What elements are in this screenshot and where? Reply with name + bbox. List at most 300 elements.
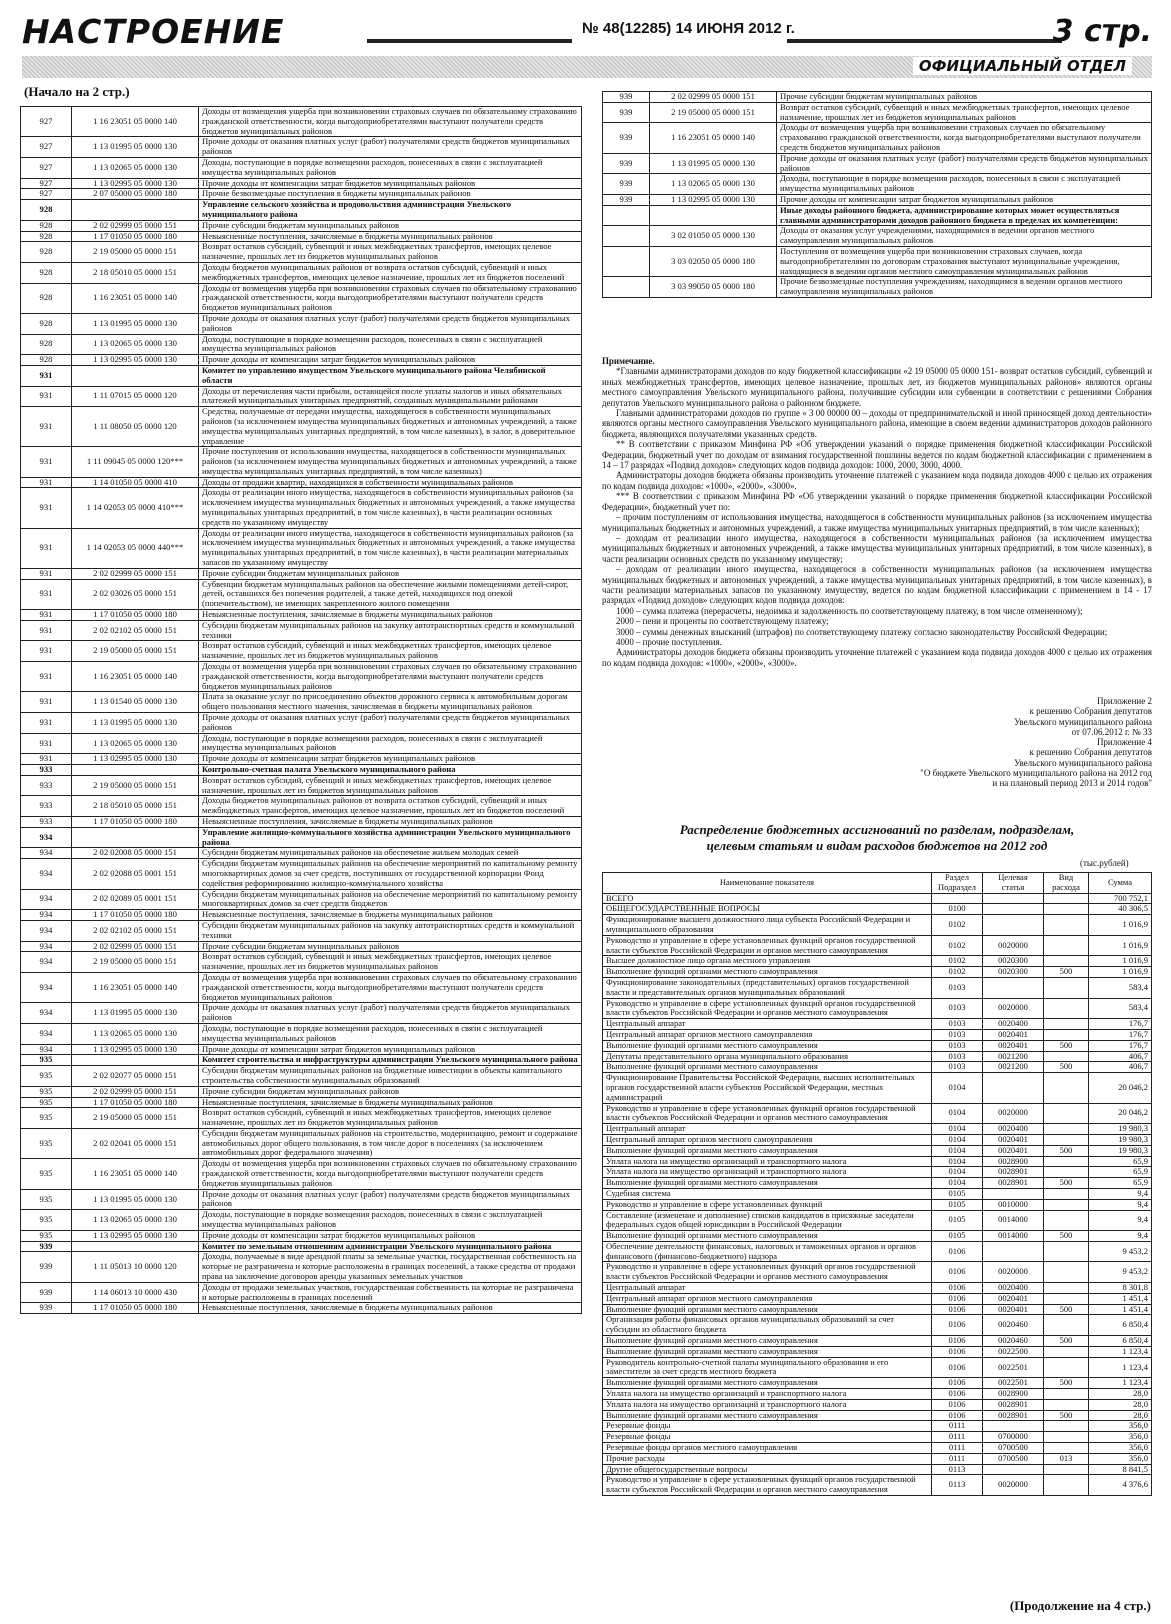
note-paragraph: 3000 – суммы денежных взысканий (штрафов) по соответствующему платежу согласно законодательству Российской Федерации;	[616, 626, 1108, 637]
budget-name-cell: Резервные фонды	[603, 1421, 932, 1432]
budget-section-cell: 0111	[932, 1443, 983, 1454]
budget-title-line: целевым статьям и видам расходов бюджетов на 2012 год	[706, 838, 1048, 853]
budget-section-cell: 0106	[932, 1399, 983, 1410]
table-row	[21, 262, 582, 283]
budget-row	[603, 1336, 1152, 1347]
table-row	[21, 579, 582, 609]
budget-sum-cell: 1 123,4	[1089, 1346, 1152, 1357]
table-row	[21, 620, 582, 641]
revenue-name-cell: Невыясненные поступления, зачисляемые в бюджеты муниципальных районов	[199, 910, 582, 921]
table-row	[603, 92, 1152, 103]
budget-article-cell: 0020300	[983, 956, 1044, 967]
admin-code-cell: 939	[603, 123, 650, 153]
budget-code-cell	[72, 765, 199, 776]
budget-section-cell: 0104	[932, 1145, 983, 1156]
budget-article-cell	[983, 915, 1044, 936]
admin-code-cell: 939	[21, 1252, 72, 1282]
admin-code-cell: 931	[21, 447, 72, 477]
table-row	[603, 123, 1152, 153]
budget-article-cell	[983, 1073, 1044, 1103]
budget-article-cell: 0020401	[983, 1145, 1044, 1156]
revenue-name-cell: Доходы, поступающие в порядке возмещения расходов, понесенных в связи с эксплуатацией имущества муниципальных районов	[199, 157, 582, 178]
appendix-line: к решению Собрания депутатов	[1029, 747, 1152, 758]
section-title: ОФИЦИАЛЬНЫЙ ОТДЕЛ	[913, 57, 1132, 75]
budget-article-cell: 0020401	[983, 1293, 1044, 1304]
revenue-name-cell: Прочие доходы от компенсации затрат бюджетов муниципальных районов	[199, 754, 582, 765]
budget-sum-cell: 356,0	[1089, 1421, 1152, 1432]
table-row	[21, 610, 582, 621]
table-row	[603, 194, 1152, 205]
budget-article-cell: 0028901	[983, 1178, 1044, 1189]
header-name: Наименование показателя	[603, 873, 932, 894]
admin-code-cell: 934	[21, 972, 72, 1002]
revenue-name-cell: Плата за оказание услуг по присоединению объектов дорожного сервиса к автомобильным дорогам общего пользования местного значения, зачисляемая в бюджеты муниципальных районов	[199, 692, 582, 713]
revenue-name-cell: Субсидии бюджетам муниципальных районов на обеспечение жильем молодых семей	[199, 848, 582, 859]
revenue-name-cell: Доходы, поступающие в порядке возмещения расходов, понесенных в связи с эксплуатацией имущества муниципальных районов	[199, 1210, 582, 1231]
budget-row	[603, 1283, 1152, 1294]
budget-section-cell: 0104	[932, 1156, 983, 1167]
table-row	[21, 1023, 582, 1044]
budget-type-cell: 500	[1044, 1304, 1089, 1315]
budget-sum-cell: 20 046,2	[1089, 1103, 1152, 1124]
budget-section-cell: 0111	[932, 1432, 983, 1443]
budget-article-cell: 0020401	[983, 1134, 1044, 1145]
revenue-name-cell: Доходы, поступающие в порядке возмещения расходов, понесенных в связи с эксплуатацией имущества муниципальных районов	[199, 1023, 582, 1044]
budget-code-cell: 1 17 01050 05 0000 180	[72, 910, 199, 921]
revenue-name-cell: Невыясненные поступления, зачисляемые в бюджеты муниципальных районов	[199, 231, 582, 242]
budget-name-cell: Прочие расходы	[603, 1453, 932, 1464]
budget-row	[603, 1124, 1152, 1135]
budget-section-cell: 0103	[932, 998, 983, 1019]
table-row	[21, 386, 582, 407]
budget-article-cell: 0022500	[983, 1346, 1044, 1357]
budget-code-cell: 1 16 23051 05 0000 140	[72, 662, 199, 692]
admin-code-cell: 939	[603, 102, 650, 123]
table-row	[21, 568, 582, 579]
budget-section-cell: 0103	[932, 977, 983, 998]
budget-code-cell: 1 13 01995 05 0000 130	[72, 313, 199, 334]
table-row	[21, 1282, 582, 1303]
table-row	[21, 952, 582, 973]
budget-row	[603, 1346, 1152, 1357]
admin-code-cell: 933	[21, 765, 72, 776]
budget-code-cell: 1 17 01050 05 0000 180	[72, 610, 199, 621]
table-row	[21, 848, 582, 859]
budget-sum-cell: 20 046,2	[1089, 1073, 1152, 1103]
continued-to: (Продолжение на 4 стр.)	[1009, 1598, 1151, 1613]
budget-section-cell: 0104	[932, 1073, 983, 1103]
revenue-name-cell: Субсидии бюджетам муниципальных районов на закупку автотранспортных средств и коммунальной техники	[199, 920, 582, 941]
admin-code-cell: 934	[21, 889, 72, 910]
revenue-name-cell: Прочие субсидии бюджетам муниципальных районов	[777, 92, 1152, 103]
budget-sum-cell: 19 980,3	[1089, 1124, 1152, 1135]
budget-section-cell: 0102	[932, 967, 983, 978]
table-row	[603, 226, 1152, 247]
budget-row	[603, 1410, 1152, 1421]
revenue-name-cell: Невыясненные поступления, зачисляемые в бюджеты муниципальных районов	[199, 816, 582, 827]
revenue-name-cell: Средства, получаемые от передачи имущества, находящегося в собственности муниципальных районов (за исключением имущества муниципальных бюджетных и автономных учреждений, а также имущества муниципальных унитарных предприятий, в том числе казенных), в залог, в доверительное управление	[199, 407, 582, 447]
budget-row	[603, 1378, 1152, 1389]
revenue-name-cell: Прочие безвозмездные поступления в бюджеты муниципальных районов	[199, 189, 582, 200]
admin-code-cell: 939	[21, 1303, 72, 1314]
budget-article-cell: 0014000	[983, 1231, 1044, 1242]
table-row	[21, 242, 582, 263]
budget-sum-cell: 356,0	[1089, 1453, 1152, 1464]
budget-row	[603, 1304, 1152, 1315]
table-row	[21, 1066, 582, 1087]
issue-line: № 48(12285) 14 ИЮНЯ 2012 г.	[582, 20, 795, 37]
table-row	[21, 889, 582, 910]
budget-code-cell: 2 19 05000 05 0000 151	[72, 1108, 199, 1129]
note-paragraph: Администраторы доходов бюджета обязаны производить уточнение платежей с указанием кода подвида доходов 4000 с целью их отражения по кодам подвида доходов: «1000», «2000», «3000».	[602, 647, 1152, 668]
revenue-name-cell: Прочие субсидии бюджетам муниципальных районов	[199, 568, 582, 579]
appendix-line: Приложение 4	[1096, 737, 1152, 748]
budget-units: (тыс.рублей)	[1080, 858, 1129, 868]
table-row	[21, 189, 582, 200]
admin-code-cell: 931	[21, 620, 72, 641]
budget-code-cell: 2 07 05000 05 0000 180	[72, 189, 199, 200]
budget-type-cell	[1044, 1346, 1089, 1357]
budget-row	[603, 1040, 1152, 1051]
admin-code-cell: 935	[21, 1189, 72, 1210]
budget-row	[603, 1421, 1152, 1432]
budget-sum-cell: 40 306,5	[1089, 904, 1152, 915]
budget-article-cell: 0022501	[983, 1357, 1044, 1378]
appendix-line: Увельского муниципального района	[1014, 757, 1152, 768]
budget-section-cell: 0106	[932, 1410, 983, 1421]
table-row	[21, 662, 582, 692]
appendix-line: Увельского муниципального района	[1014, 716, 1152, 727]
budget-code-cell: 1 13 02065 05 0000 130	[72, 334, 199, 355]
budget-code-cell: 1 17 01050 05 0000 180	[72, 816, 199, 827]
budget-article-cell: 0028901	[983, 1167, 1044, 1178]
note-paragraph: Главными администраторами доходов по группе « 3 00 00000 00 – доходы от предпринимательской и иной приносящей доход деятельности» являются органы местного самоуправления Увельского муниципального района, имеющие в своем ведении администраторов доходов районного бюджета, являющихся получателями указанных средств.	[602, 408, 1152, 439]
budget-code-cell: 1 13 02995 05 0000 130	[72, 754, 199, 765]
admin-code-cell: 934	[21, 941, 72, 952]
budget-code-cell: 1 16 23051 05 0000 140	[72, 107, 199, 137]
budget-row	[603, 1178, 1152, 1189]
header-article: Целевая статья	[983, 873, 1044, 894]
budget-code-cell: 2 02 02088 05 0001 151	[72, 859, 199, 889]
budget-type-cell	[1044, 977, 1089, 998]
admin-code-cell: 928	[21, 334, 72, 355]
table-row	[21, 1230, 582, 1241]
budget-type-cell	[1044, 915, 1089, 936]
budget-article-cell: 0028900	[983, 1389, 1044, 1400]
table-row	[21, 313, 582, 334]
budget-code-cell: 1 14 02053 05 0000 440***	[72, 528, 199, 568]
note-paragraph: 2000 – пени и проценты по соответствующему платежу;	[616, 616, 829, 627]
notes-block	[602, 356, 1152, 668]
admin-code-cell: 935	[21, 1097, 72, 1108]
budget-name-cell: Выполнение функций органами местного самоуправления	[603, 1145, 932, 1156]
budget-name-cell: Центральный аппарат	[603, 1283, 932, 1294]
budget-code-cell	[72, 365, 199, 386]
budget-type-cell	[1044, 1103, 1089, 1124]
budget-sum-cell: 4 376,6	[1089, 1475, 1152, 1496]
budget-row	[603, 1315, 1152, 1336]
budget-code-cell: 2 19 05000 05 0000 151	[72, 641, 199, 662]
budget-sum-cell: 1 016,9	[1089, 967, 1152, 978]
budget-section-cell: 0104	[932, 1178, 983, 1189]
table-row	[603, 246, 1152, 276]
budget-code-cell: 2 02 02999 05 0000 151	[650, 92, 777, 103]
note-paragraph: ** В соответствии с приказом Минфина РФ «Об утверждении указаний о порядке применения бюджетной классификации Российской Федерации, бюджетный учет по доходам от взимания государственной пошлины ведется по кодам бюджетной классификации с применением в 14 – 17 разрядах «Подвид доходов» следующих кодов подвида доходов: 1000, 2000, 3000, 4000.	[602, 439, 1152, 471]
budget-type-cell: 500	[1044, 1040, 1089, 1051]
budget-code-cell: 1 13 02065 05 0000 130	[72, 1023, 199, 1044]
budget-row	[603, 1432, 1152, 1443]
budget-code-cell: 1 16 23051 05 0000 140	[72, 283, 199, 313]
note-paragraph: 4000 – прочие поступления.	[616, 636, 722, 647]
budget-article-cell: 0028900	[983, 1156, 1044, 1167]
budget-section-cell: 0106	[932, 1389, 983, 1400]
budget-sum-cell: 406,7	[1089, 1062, 1152, 1073]
table-row	[21, 447, 582, 477]
budget-name-cell: Составление (изменение и дополнение) списков кандидатов в присяжные заседатели федеральных судов общей юрисдикции в Российской Федерации	[603, 1210, 932, 1231]
budget-type-cell	[1044, 1283, 1089, 1294]
budget-code-cell: 2 02 02102 05 0000 151	[72, 920, 199, 941]
revenue-name-cell: Прочие субсидии бюджетам муниципальных районов	[199, 220, 582, 231]
budget-code-cell: 2 19 05000 05 0000 151	[72, 952, 199, 973]
budget-article-cell	[983, 1188, 1044, 1199]
admin-code-cell: 931	[21, 477, 72, 488]
budget-article-cell: 0020000	[983, 998, 1044, 1019]
budget-type-cell	[1044, 1262, 1089, 1283]
budget-section-cell: 0106	[932, 1283, 983, 1294]
revenue-name-cell: Управление сельского хозяйства и продовольствия администрации Увельского муниципального района	[199, 200, 582, 221]
revenue-name-cell: Прочие доходы от компенсации затрат бюджетов муниципальных районов	[199, 355, 582, 366]
budget-sum-cell: 700 752,1	[1089, 893, 1152, 904]
budget-name-cell: Центральный аппарат органов местного самоуправления	[603, 1029, 932, 1040]
budget-row	[603, 1188, 1152, 1199]
budget-article-cell: 0022501	[983, 1378, 1044, 1389]
table-row	[603, 277, 1152, 298]
budget-type-cell: 500	[1044, 967, 1089, 978]
budget-article-cell: 0010000	[983, 1199, 1044, 1210]
budget-type-cell	[1044, 1124, 1089, 1135]
budget-section-cell: 0104	[932, 1124, 983, 1135]
budget-code-cell: 2 18 05010 05 0000 151	[72, 796, 199, 817]
table-row	[21, 1252, 582, 1282]
admin-code-cell: 928	[21, 220, 72, 231]
budget-name-cell: Руководство и управление в сфере установленных функций	[603, 1199, 932, 1210]
budget-type-cell: 500	[1044, 1231, 1089, 1242]
budget-row	[603, 1145, 1152, 1156]
budget-row	[603, 1199, 1152, 1210]
admin-code-cell: 934	[21, 920, 72, 941]
admin-code-cell	[603, 246, 650, 276]
budget-article-cell: 0021200	[983, 1062, 1044, 1073]
budget-name-cell: ВСЕГО	[603, 893, 932, 904]
budget-code-cell: 2 02 02041 05 0000 151	[72, 1128, 199, 1158]
budget-code-cell: 1 13 02995 05 0000 130	[72, 355, 199, 366]
budget-type-cell: 500	[1044, 1145, 1089, 1156]
budget-section-cell	[932, 893, 983, 904]
budget-code-cell: 1 13 02995 05 0000 130	[72, 178, 199, 189]
revenue-name-cell: Прочие доходы от оказания платных услуг (работ) получателями средств бюджетов муниципальных районов	[199, 1189, 582, 1210]
revenue-name-cell: Комитет по земельным отношениям администрации Увельского муниципального района	[199, 1241, 582, 1252]
revenue-name-cell: Субсидии бюджетам муниципальных районов на обеспечение мероприятий по капитальному ремонту многоквартирных домов за счет средств бюджетов	[199, 889, 582, 910]
budget-code-cell: 3 03 02050 05 0000 180	[650, 246, 777, 276]
table-row	[21, 765, 582, 776]
budget-sum-cell: 406,7	[1089, 1051, 1152, 1062]
budget-name-cell: Высшее должностное лицо органа местного управления	[603, 956, 932, 967]
budget-name-cell: Руководство и управление в сфере установленных функций органов государственной власти субъектов Российской Федерации и органов местного самоуправления	[603, 935, 932, 956]
budget-type-cell	[1044, 1293, 1089, 1304]
budget-code-cell: 1 16 23051 05 0000 140	[72, 1159, 199, 1189]
admin-code-cell: 933	[21, 796, 72, 817]
budget-section-cell: 0106	[932, 1293, 983, 1304]
table-row	[21, 1108, 582, 1129]
budget-code-cell: 1 14 06013 10 0000 430	[72, 1282, 199, 1303]
table-row	[21, 107, 582, 137]
admin-code-cell: 928	[21, 313, 72, 334]
budget-type-cell	[1044, 1315, 1089, 1336]
revenue-name-cell: Возврат остатков субсидий, субвенций и иных межбюджетных трансфертов, имеющих целевое назначение, прошлых лет из бюджетов муниципальных районов	[199, 641, 582, 662]
budget-article-cell: 0028901	[983, 1399, 1044, 1410]
table-row	[21, 692, 582, 713]
revenue-name-cell: Доходы от продажи квартир, находящихся в собственности муниципальных районов	[199, 477, 582, 488]
budget-article-cell: 0020401	[983, 1040, 1044, 1051]
admin-code-cell: 931	[21, 662, 72, 692]
budget-section-cell: 0100	[932, 904, 983, 915]
budget-section-cell: 0103	[932, 1019, 983, 1030]
budget-code-cell: 1 17 01050 05 0000 180	[72, 1303, 199, 1314]
budget-sum-cell: 28,0	[1089, 1399, 1152, 1410]
note-paragraph: *Главными администраторами доходов по коду бюджетной классификации «2 19 05000 05 0000 151- возврат остатков субсидий, субвенций и иных межбюджетных трансфертов, имеющих целевое назначение, прошлых лет, из бюджетов муниципальных районов» являются органы местного самоуправления Увельского муниципального района, получившие субсидии или субвенции в соответствии с решениями Собрания депутатов Увельского муниципального района о районном бюджете.	[602, 366, 1152, 408]
admin-code-cell: 935	[21, 1230, 72, 1241]
budget-sum-cell: 9 453,2	[1089, 1241, 1152, 1262]
budget-sum-cell: 1 016,9	[1089, 956, 1152, 967]
budget-sum-cell: 19 980,3	[1089, 1134, 1152, 1145]
table-row	[21, 713, 582, 734]
budget-sum-cell: 176,7	[1089, 1040, 1152, 1051]
budget-code-cell: 1 13 01995 05 0000 130	[72, 137, 199, 158]
admin-code-cell: 935	[21, 1108, 72, 1129]
revenue-name-cell: Субсидии бюджетам муниципальных районов на строительство, модернизацию, ремонт и содержание автомобильных дорог общего пользования, в том числе дорог в поселениях (за исключением автомобильных дорог федерального значения)	[199, 1128, 582, 1158]
budget-article-cell: 0020000	[983, 1103, 1044, 1124]
budget-type-cell: 500	[1044, 1378, 1089, 1389]
revenue-name-cell: Возврат остатков субсидий, субвенций и иных межбюджетных трансфертов, имеющих целевое назначение, прошлых лет из бюджетов муниципальных районов	[199, 775, 582, 796]
budget-article-cell: 0020460	[983, 1315, 1044, 1336]
revenue-name-cell: Прочие доходы от компенсации затрат бюджетов муниципальных районов	[199, 1230, 582, 1241]
budget-type-cell	[1044, 1389, 1089, 1400]
budget-row	[603, 1019, 1152, 1030]
admin-code-cell: 935	[21, 1066, 72, 1087]
budget-sum-cell: 65,9	[1089, 1178, 1152, 1189]
admin-code-cell: 935	[21, 1210, 72, 1231]
revenue-name-cell: Доходы бюджетов муниципальных районов от возврата остатков субсидий, субвенций и иных межбюджетных трансфертов, имеющих целевое назначение, прошлых лет из бюджетов поселений	[199, 262, 582, 283]
admin-code-cell: 934	[21, 827, 72, 848]
budget-row	[603, 1029, 1152, 1040]
budget-type-cell	[1044, 1464, 1089, 1475]
budget-code-cell: 1 17 01050 05 0000 180	[72, 1097, 199, 1108]
budget-name-cell: Уплата налога на имущество организаций и транспортного налога	[603, 1389, 932, 1400]
budget-row	[603, 1453, 1152, 1464]
budget-section-cell: 0105	[932, 1210, 983, 1231]
admin-code-cell: 927	[21, 178, 72, 189]
budget-code-cell: 2 02 02999 05 0000 151	[72, 941, 199, 952]
table-row	[21, 972, 582, 1002]
budget-section-cell: 0102	[932, 935, 983, 956]
table-row	[603, 153, 1152, 174]
budget-code-cell: 2 19 05000 05 0000 151	[650, 102, 777, 123]
budget-article-cell	[983, 977, 1044, 998]
budget-code-cell: 1 13 02065 05 0000 130	[72, 157, 199, 178]
budget-row	[603, 1262, 1152, 1283]
budget-section-cell: 0102	[932, 915, 983, 936]
admin-code-cell: 934	[21, 1023, 72, 1044]
admin-code-cell	[603, 226, 650, 247]
table-row	[21, 796, 582, 817]
header-type: Вид расхода	[1044, 873, 1089, 894]
revenue-name-cell: Возврат остатков субсидий, субвенций и иных межбюджетных трансфертов, имеющих целевое назначение, прошлых лет из бюджетов муниципальных районов	[199, 1108, 582, 1129]
table-row	[21, 733, 582, 754]
budget-type-cell: 500	[1044, 1062, 1089, 1073]
table-row	[603, 174, 1152, 195]
revenue-name-cell: Доходы от возмещения ущерба при возникновении страховых случаев по обязательному страхованию гражданской ответственности, когда выгодоприобретателями выступают получатели средств бюджетов муниципальных районов	[199, 283, 582, 313]
header-section: Раздел Подраздел	[932, 873, 983, 894]
budget-section-cell: 0103	[932, 1051, 983, 1062]
notes-heading: Примечание.	[602, 356, 655, 366]
budget-section-cell: 0106	[932, 1357, 983, 1378]
page-number: 3 стр.	[1052, 14, 1152, 49]
admin-code-cell: 931	[21, 641, 72, 662]
budget-article-cell: 0028901	[983, 1410, 1044, 1421]
budget-row	[603, 956, 1152, 967]
budget-section-cell: 0106	[932, 1262, 983, 1283]
page-header	[22, 14, 1152, 50]
budget-sum-cell: 9 453,2	[1089, 1262, 1152, 1283]
budget-name-cell: ОБЩЕГОСУДАРСТВЕННЫЕ ВОПРОСЫ	[603, 904, 932, 915]
revenue-name-cell: Доходы бюджетов муниципальных районов от возврата остатков субсидий, субвенций и иных межбюджетных трансфертов, имеющих целевое назначение, прошлых лет из бюджетов поселений	[199, 796, 582, 817]
admin-code-cell: 931	[21, 713, 72, 734]
budget-type-cell: 013	[1044, 1453, 1089, 1464]
budget-section-cell: 0106	[932, 1346, 983, 1357]
revenue-name-cell: Доходы от перечисления части прибыли, остающейся после уплаты налогов и иных обязательных платежей муниципальных унитарных предприятий, созданных муниципальными районами	[199, 386, 582, 407]
admin-code-cell: 934	[21, 952, 72, 973]
budget-name-cell: Центральный аппарат	[603, 1019, 932, 1030]
budget-article-cell: 0700500	[983, 1443, 1044, 1454]
admin-code-cell: 931	[21, 407, 72, 447]
budget-row	[603, 1073, 1152, 1103]
budget-sum-cell: 356,0	[1089, 1432, 1152, 1443]
admin-code-cell: 934	[21, 859, 72, 889]
budget-article-cell: 0021200	[983, 1051, 1044, 1062]
admin-code-cell: 931	[21, 528, 72, 568]
table-row	[21, 827, 582, 848]
revenue-name-cell: Возврат остатков субсидий, субвенций и иных межбюджетных трансфертов, имеющих целевое назначение, прошлых лет из бюджетов муниципальных районов	[199, 242, 582, 263]
note-paragraph: – доходам от реализации иного имущества, находящегося в собственности муниципальных районов (за исключением имущества муниципальных бюджетных и автономных учреждений, а также имущества муниципальных унитарных предприятий, в том числе казенных), в части реализации материальных запасов по указанному имуществу, ведется по кодам бюджетной классификации с применением в 14 - 17 разрядах «Подвид доходов» следующих кодов подвида доходов:	[602, 564, 1152, 606]
budget-type-cell: 500	[1044, 1336, 1089, 1347]
note-paragraph: Администраторы доходов бюджета обязаны производить уточнение платежей с указанием кода подвида доходов 4000 с целью их отражения по кодам подвида доходов: «1000», «2000», «3000».	[602, 470, 1152, 491]
table-row	[21, 231, 582, 242]
table-row	[21, 641, 582, 662]
budget-sum-cell: 1 123,4	[1089, 1357, 1152, 1378]
header-rule	[367, 39, 572, 43]
budget-sum-cell: 9,4	[1089, 1210, 1152, 1231]
budget-article-cell: 0020300	[983, 967, 1044, 978]
budget-name-cell: Выполнение функций органами местного самоуправления	[603, 1410, 932, 1421]
budget-row	[603, 998, 1152, 1019]
budget-code-cell: 1 13 02995 05 0000 130	[72, 1044, 199, 1055]
budget-article-cell: 0020000	[983, 935, 1044, 956]
budget-name-cell: Уплата налога на имущество организаций и транспортного налога	[603, 1156, 932, 1167]
budget-name-cell: Выполнение функций органами местного самоуправления	[603, 1336, 932, 1347]
revenue-name-cell: Возврат остатков субсидий, субвенций и иных межбюджетных трансфертов, имеющих целевое назначение, прошлых лет из бюджетов муниципальных районов	[777, 102, 1152, 123]
revenue-name-cell: Доходы от реализации иного имущества, находящегося в собственности муниципальных районов (за исключением имущества муниципальных бюджетных и автономных учреждений, а также имущества муниципальных унитарных предприятий, в том числе казенных), в части реализации основных средств по указанному имуществу	[199, 488, 582, 528]
budget-section-cell: 0105	[932, 1188, 983, 1199]
